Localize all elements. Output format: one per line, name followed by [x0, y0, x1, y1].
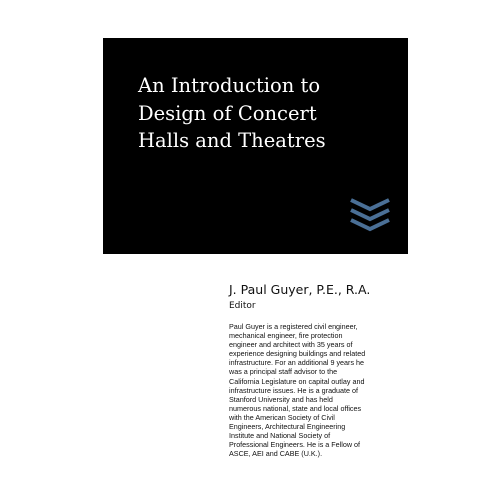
bio-line: California Legislature on capital outlay and	[229, 376, 365, 386]
bio-line: numerous national, state and local offices	[229, 403, 362, 413]
bio-line: Stanford University and has held	[229, 394, 333, 404]
cover-title-block	[103, 38, 408, 254]
bio-line: experience designing buildings and related	[229, 349, 366, 359]
bio-line: infrastructure. For an additional 9 years he	[229, 358, 365, 368]
book-title-line: Design of Concert	[138, 101, 317, 125]
bio-line: Institute and National Society of	[229, 431, 331, 441]
book-title-line: Halls and Theatres	[138, 129, 326, 152]
bio-line: Paul Guyer is a registered civil engineer,	[229, 322, 358, 331]
book-title-line: An Introduction to	[138, 74, 321, 97]
triple-chevron-down-icon	[349, 196, 391, 232]
bio-line: was a principal staff advisor to the	[229, 367, 338, 377]
bio-line: with the American Society of Civil	[229, 412, 335, 422]
author-role: Editor	[229, 301, 256, 311]
book-title	[138, 72, 398, 155]
bio-line: Engineers, Architectural Engineering	[229, 422, 346, 432]
bio-line: Professional Engineers. He is a Fellow of	[229, 440, 361, 450]
author-bio	[229, 322, 419, 458]
bio-line: infrastructure issues. He is a graduate of	[229, 385, 359, 395]
author-name: J. Paul Guyer, P.E., R.A.	[229, 282, 371, 297]
bio-line: ASCE, AEI and CABE (U.K.).	[229, 449, 323, 459]
bio-line: engineer and architect with 35 years of	[229, 340, 353, 350]
bio-line: mechanical engineer, fire protection	[229, 331, 343, 341]
